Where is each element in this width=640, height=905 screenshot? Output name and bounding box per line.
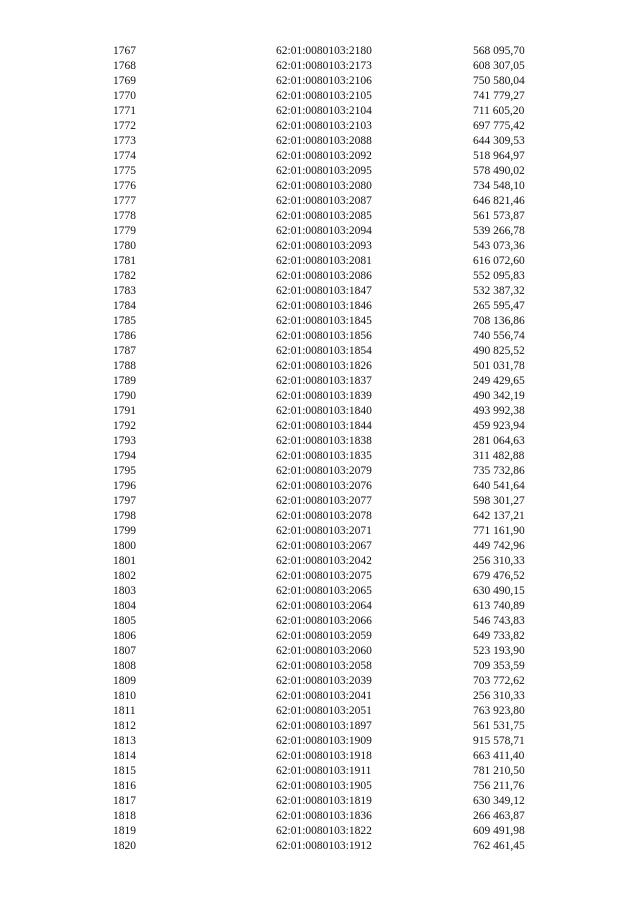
row-number: 1784 [113, 300, 136, 312]
cadastral-number: 62:01:0080103:2064 [276, 600, 372, 612]
cadastral-value: 642 137,21 [473, 510, 525, 522]
table-row [0, 74, 640, 89]
table-row [0, 464, 640, 479]
table-row [0, 179, 640, 194]
row-number: 1789 [113, 375, 136, 387]
cadastral-value: 630 349,12 [473, 795, 525, 807]
cadastral-value: 490 342,19 [473, 390, 525, 402]
row-number: 1800 [113, 540, 136, 552]
cadastral-value: 711 605,20 [473, 105, 525, 117]
row-number: 1769 [113, 75, 136, 87]
table-row [0, 749, 640, 764]
cadastral-value: 561 573,87 [473, 210, 525, 222]
row-number: 1810 [113, 690, 136, 702]
cadastral-value: 552 095,83 [473, 270, 525, 282]
table-row [0, 224, 640, 239]
cadastral-value: 561 531,75 [473, 720, 525, 732]
table-row [0, 359, 640, 374]
table-row [0, 719, 640, 734]
table-row [0, 674, 640, 689]
table-row [0, 644, 640, 659]
cadastral-value: 646 821,46 [473, 195, 525, 207]
cadastral-number: 62:01:0080103:2071 [276, 525, 372, 537]
cadastral-number: 62:01:0080103:2105 [276, 90, 372, 102]
cadastral-value: 613 740,89 [473, 600, 525, 612]
cadastral-value: 708 136,86 [473, 315, 525, 327]
row-number: 1768 [113, 60, 136, 72]
cadastral-value: 763 923,80 [473, 705, 525, 717]
row-number: 1778 [113, 210, 136, 222]
table-row [0, 734, 640, 749]
cadastral-number: 62:01:0080103:1897 [276, 720, 372, 732]
table-row [0, 509, 640, 524]
row-number: 1771 [113, 105, 136, 117]
cadastral-value: 543 073,36 [473, 240, 525, 252]
cadastral-value: 609 491,98 [473, 825, 525, 837]
row-number: 1792 [113, 420, 136, 432]
cadastral-number: 62:01:0080103:2087 [276, 195, 372, 207]
cadastral-number: 62:01:0080103:1845 [276, 315, 372, 327]
row-number: 1802 [113, 570, 136, 582]
table-row [0, 704, 640, 719]
table-row [0, 134, 640, 149]
cadastral-number: 62:01:0080103:1854 [276, 345, 372, 357]
cadastral-value: 598 301,27 [473, 495, 525, 507]
cadastral-number: 62:01:0080103:2088 [276, 135, 372, 147]
cadastral-value: 265 595,47 [473, 300, 525, 312]
table-row [0, 539, 640, 554]
cadastral-number: 62:01:0080103:2180 [276, 45, 372, 57]
cadastral-value: 740 556,74 [473, 330, 525, 342]
table-row [0, 374, 640, 389]
cadastral-value: 459 923,94 [473, 420, 525, 432]
row-number: 1786 [113, 330, 136, 342]
table-row [0, 569, 640, 584]
table-row [0, 659, 640, 674]
table-row [0, 149, 640, 164]
row-number: 1780 [113, 240, 136, 252]
cadastral-number: 62:01:0080103:2079 [276, 465, 372, 477]
table-row [0, 59, 640, 74]
row-number: 1793 [113, 435, 136, 447]
cadastral-value: 523 193,90 [473, 645, 525, 657]
cadastral-number: 62:01:0080103:1918 [276, 750, 372, 762]
table-row [0, 809, 640, 824]
cadastral-value: 539 266,78 [473, 225, 525, 237]
table-row [0, 404, 640, 419]
table-row [0, 239, 640, 254]
cadastral-value: 771 161,90 [473, 525, 525, 537]
table-row [0, 269, 640, 284]
cadastral-number: 62:01:0080103:1836 [276, 810, 372, 822]
cadastral-value: 568 095,70 [473, 45, 525, 57]
row-number: 1799 [113, 525, 136, 537]
table-row [0, 209, 640, 224]
table-row [0, 614, 640, 629]
row-number: 1783 [113, 285, 136, 297]
table-row [0, 764, 640, 779]
table-row [0, 479, 640, 494]
cadastral-number: 62:01:0080103:2092 [276, 150, 372, 162]
cadastral-value: 630 490,15 [473, 585, 525, 597]
cadastral-number: 62:01:0080103:1839 [276, 390, 372, 402]
table-row [0, 524, 640, 539]
cadastral-number: 62:01:0080103:1837 [276, 375, 372, 387]
cadastral-number: 62:01:0080103:2067 [276, 540, 372, 552]
cadastral-value: 546 743,83 [473, 615, 525, 627]
cadastral-number: 62:01:0080103:2065 [276, 585, 372, 597]
row-number: 1806 [113, 630, 136, 642]
table-row [0, 104, 640, 119]
cadastral-number: 62:01:0080103:1912 [276, 840, 372, 852]
table-row [0, 794, 640, 809]
table-row [0, 119, 640, 134]
row-number: 1791 [113, 405, 136, 417]
table-row [0, 449, 640, 464]
row-number: 1803 [113, 585, 136, 597]
cadastral-number: 62:01:0080103:1819 [276, 795, 372, 807]
cadastral-value: 735 732,86 [473, 465, 525, 477]
row-number: 1811 [113, 705, 136, 717]
cadastral-number: 62:01:0080103:1838 [276, 435, 372, 447]
row-number: 1787 [113, 345, 136, 357]
cadastral-number: 62:01:0080103:2066 [276, 615, 372, 627]
cadastral-value: 915 578,71 [473, 735, 525, 747]
row-number: 1794 [113, 450, 136, 462]
cadastral-number: 62:01:0080103:2077 [276, 495, 372, 507]
cadastral-value: 734 548,10 [473, 180, 525, 192]
cadastral-value: 493 992,38 [473, 405, 525, 417]
cadastral-number: 62:01:0080103:2104 [276, 105, 372, 117]
cadastral-value: 644 309,53 [473, 135, 525, 147]
cadastral-value: 532 387,32 [473, 285, 525, 297]
cadastral-number: 62:01:0080103:2060 [276, 645, 372, 657]
row-number: 1818 [113, 810, 136, 822]
cadastral-value: 781 210,50 [473, 765, 525, 777]
cadastral-number: 62:01:0080103:2042 [276, 555, 372, 567]
cadastral-value: 249 429,65 [473, 375, 525, 387]
cadastral-number: 62:01:0080103:2078 [276, 510, 372, 522]
table-row [0, 434, 640, 449]
table-row [0, 839, 640, 854]
row-number: 1812 [113, 720, 136, 732]
row-number: 1773 [113, 135, 136, 147]
table-row [0, 599, 640, 614]
table-row [0, 344, 640, 359]
table-row [0, 254, 640, 269]
table-row [0, 164, 640, 179]
table-row [0, 194, 640, 209]
cadastral-number: 62:01:0080103:1847 [276, 285, 372, 297]
table-row [0, 314, 640, 329]
table-row [0, 824, 640, 839]
cadastral-number: 62:01:0080103:1844 [276, 420, 372, 432]
cadastral-number: 62:01:0080103:1826 [276, 360, 372, 372]
cadastral-number: 62:01:0080103:2076 [276, 480, 372, 492]
row-number: 1796 [113, 480, 136, 492]
cadastral-number: 62:01:0080103:2058 [276, 660, 372, 672]
table-row [0, 554, 640, 569]
row-number: 1815 [113, 765, 136, 777]
cadastral-number: 62:01:0080103:2039 [276, 675, 372, 687]
table-row [0, 44, 640, 59]
table-row [0, 419, 640, 434]
cadastral-number: 62:01:0080103:1846 [276, 300, 372, 312]
cadastral-number: 62:01:0080103:2173 [276, 60, 372, 72]
cadastral-value: 256 310,33 [473, 690, 525, 702]
cadastral-value: 311 482,88 [473, 450, 525, 462]
cadastral-value: 501 031,78 [473, 360, 525, 372]
row-number: 1785 [113, 315, 136, 327]
cadastral-number: 62:01:0080103:2075 [276, 570, 372, 582]
row-number: 1807 [113, 645, 136, 657]
cadastral-value: 266 463,87 [473, 810, 525, 822]
row-number: 1795 [113, 465, 136, 477]
row-number: 1805 [113, 615, 136, 627]
table-row [0, 389, 640, 404]
cadastral-number: 62:01:0080103:1856 [276, 330, 372, 342]
row-number: 1813 [113, 735, 136, 747]
cadastral-value: 741 779,27 [473, 90, 525, 102]
table-row [0, 329, 640, 344]
row-number: 1788 [113, 360, 136, 372]
cadastral-number: 62:01:0080103:2086 [276, 270, 372, 282]
cadastral-number: 62:01:0080103:1822 [276, 825, 372, 837]
cadastral-value: 608 307,05 [473, 60, 525, 72]
cadastral-value: 762 461,45 [473, 840, 525, 852]
cadastral-number: 62:01:0080103:2041 [276, 690, 372, 702]
table-row [0, 629, 640, 644]
cadastral-value: 616 072,60 [473, 255, 525, 267]
row-number: 1797 [113, 495, 136, 507]
cadastral-value: 490 825,52 [473, 345, 525, 357]
cadastral-value: 256 310,33 [473, 555, 525, 567]
cadastral-number: 62:01:0080103:2093 [276, 240, 372, 252]
cadastral-value: 578 490,02 [473, 165, 525, 177]
cadastral-number: 62:01:0080103:1905 [276, 780, 372, 792]
table-row [0, 299, 640, 314]
cadastral-value-table [0, 44, 640, 854]
cadastral-value: 697 775,42 [473, 120, 525, 132]
row-number: 1814 [113, 750, 136, 762]
table-row [0, 284, 640, 299]
cadastral-value: 663 411,40 [473, 750, 525, 762]
cadastral-value: 679 476,52 [473, 570, 525, 582]
cadastral-value: 449 742,96 [473, 540, 525, 552]
row-number: 1777 [113, 195, 136, 207]
row-number: 1816 [113, 780, 136, 792]
row-number: 1817 [113, 795, 136, 807]
cadastral-number: 62:01:0080103:2080 [276, 180, 372, 192]
row-number: 1808 [113, 660, 136, 672]
row-number: 1804 [113, 600, 136, 612]
cadastral-number: 62:01:0080103:1840 [276, 405, 372, 417]
row-number: 1798 [113, 510, 136, 522]
cadastral-number: 62:01:0080103:2094 [276, 225, 372, 237]
cadastral-number: 62:01:0080103:2095 [276, 165, 372, 177]
row-number: 1782 [113, 270, 136, 282]
cadastral-value: 518 964,97 [473, 150, 525, 162]
cadastral-value: 281 064,63 [473, 435, 525, 447]
cadastral-value: 756 211,76 [473, 780, 525, 792]
row-number: 1767 [113, 45, 136, 57]
row-number: 1801 [113, 555, 136, 567]
row-number: 1790 [113, 390, 136, 402]
row-number: 1820 [113, 840, 136, 852]
row-number: 1781 [113, 255, 136, 267]
row-number: 1772 [113, 120, 136, 132]
row-number: 1770 [113, 90, 136, 102]
table-row [0, 689, 640, 704]
row-number: 1776 [113, 180, 136, 192]
cadastral-number: 62:01:0080103:1911 [276, 765, 372, 777]
table-row [0, 584, 640, 599]
row-number: 1779 [113, 225, 136, 237]
cadastral-value: 709 353,59 [473, 660, 525, 672]
cadastral-value: 640 541,64 [473, 480, 525, 492]
cadastral-value: 649 733,82 [473, 630, 525, 642]
cadastral-value: 703 772,62 [473, 675, 525, 687]
table-row [0, 494, 640, 509]
cadastral-number: 62:01:0080103:2081 [276, 255, 372, 267]
table-row [0, 779, 640, 794]
cadastral-number: 62:01:0080103:2106 [276, 75, 372, 87]
cadastral-number: 62:01:0080103:2085 [276, 210, 372, 222]
row-number: 1819 [113, 825, 136, 837]
row-number: 1774 [113, 150, 136, 162]
cadastral-number: 62:01:0080103:1835 [276, 450, 372, 462]
table-row [0, 89, 640, 104]
cadastral-number: 62:01:0080103:2103 [276, 120, 372, 132]
row-number: 1775 [113, 165, 136, 177]
row-number: 1809 [113, 675, 136, 687]
cadastral-number: 62:01:0080103:2051 [276, 705, 372, 717]
cadastral-number: 62:01:0080103:1909 [276, 735, 372, 747]
cadastral-value: 750 580,04 [473, 75, 525, 87]
cadastral-number: 62:01:0080103:2059 [276, 630, 372, 642]
